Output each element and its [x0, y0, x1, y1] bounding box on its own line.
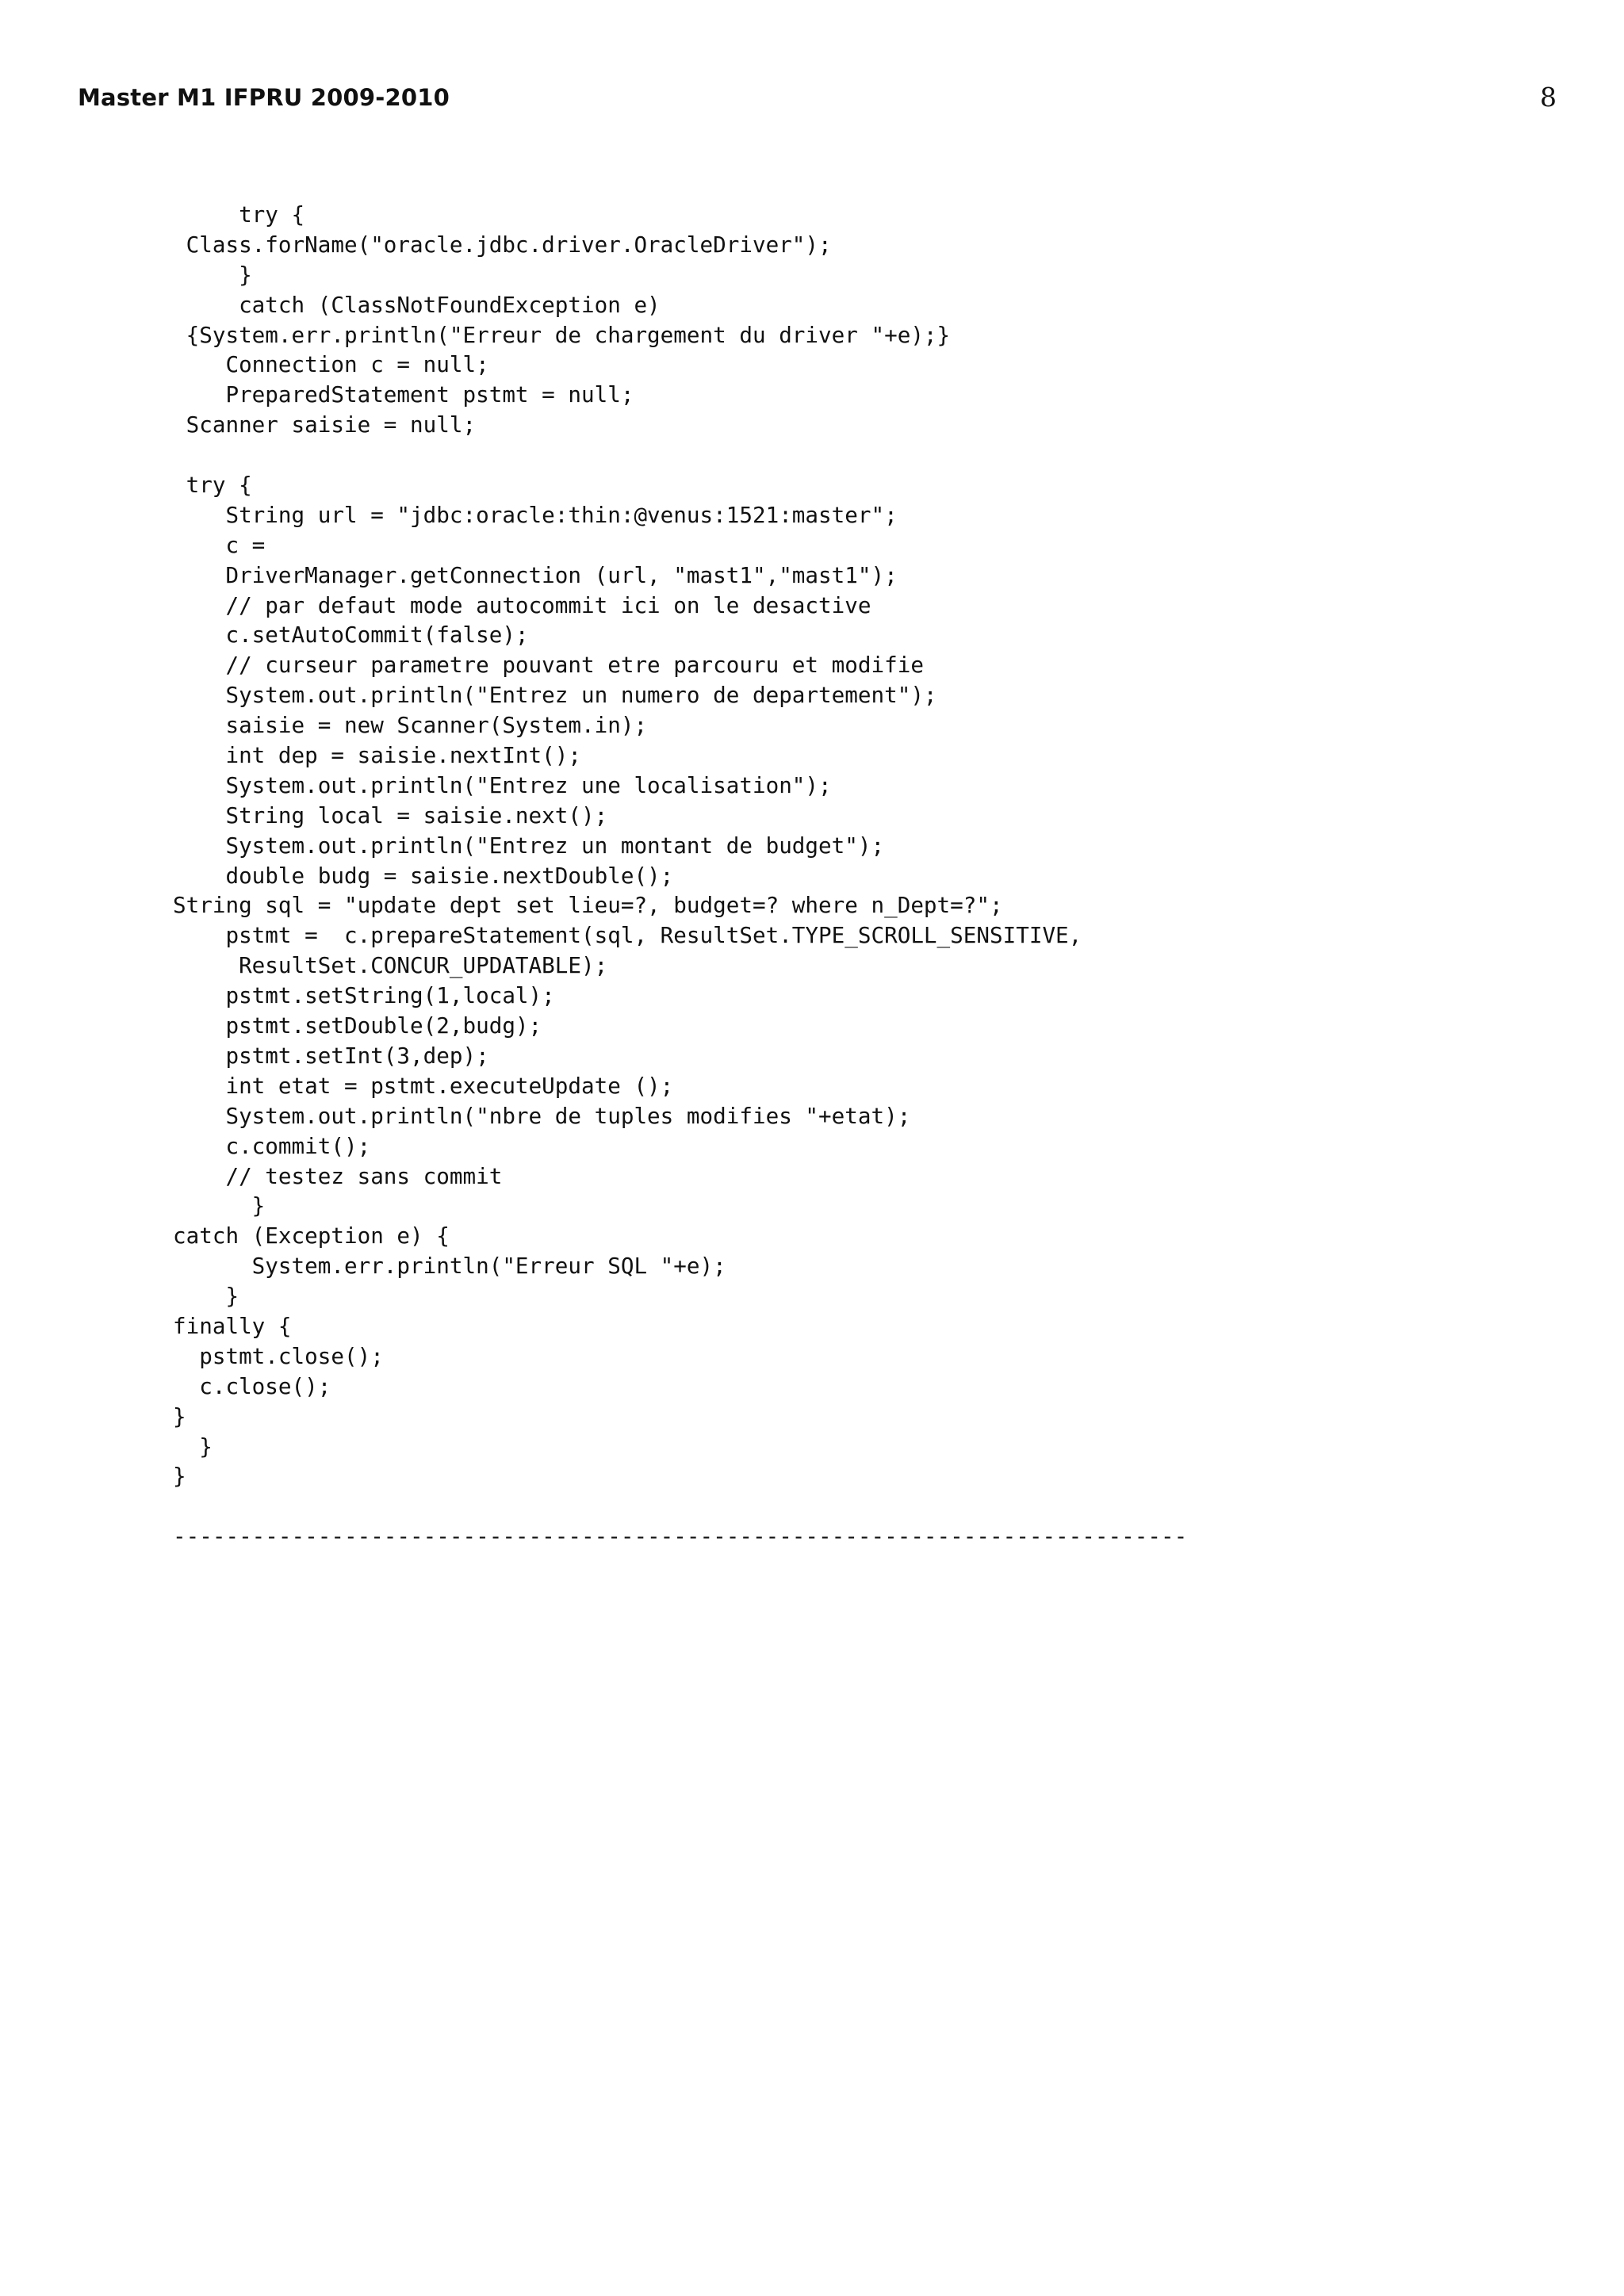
- code-line: }: [173, 1283, 239, 1310]
- code-line: }: [173, 1463, 186, 1490]
- code-line: PreparedStatement pstmt = null;: [173, 381, 634, 408]
- code-line: System.out.println("Entrez un numero de departement");: [173, 682, 937, 709]
- code-line: int dep = saisie.nextInt();: [173, 742, 581, 769]
- running-header-title: Master M1 IFPRU 2009-2010: [78, 84, 450, 111]
- code-line: String sql = "update dept set lieu=?, budget=? where n_Dept=?";: [173, 892, 1003, 919]
- code-line: }: [173, 1402, 186, 1429]
- code-line: c.commit();: [173, 1132, 371, 1159]
- code-blank-line: [173, 1491, 1187, 1521]
- code-line: String local = saisie.next();: [173, 802, 608, 828]
- code-line: }: [173, 1192, 266, 1219]
- code-blank-line: [173, 440, 1187, 470]
- code-comment-line: // par defaut mode autocommit ici on le desactive: [173, 591, 871, 618]
- code-listing: [173, 200, 1187, 1552]
- code-line: System.out.println("Entrez un montant de budget");: [173, 832, 885, 859]
- code-comment-line: // testez sans commit: [173, 1162, 503, 1189]
- code-line: pstmt.setString(1,local);: [173, 982, 555, 1009]
- separator-line: -----------------------------------------------------------------------------: [173, 1523, 1188, 1550]
- code-line: {System.err.println("Erreur de chargement du driver "+e);}: [173, 321, 951, 348]
- code-line: double budg = saisie.nextDouble();: [173, 862, 674, 889]
- code-line: c.close();: [173, 1372, 331, 1399]
- code-line: catch (ClassNotFoundException e): [173, 291, 661, 318]
- code-line: Class.forName("oracle.jdbc.driver.OracleDriver");: [173, 231, 832, 258]
- code-line: try {: [173, 201, 305, 228]
- code-line: int etat = pstmt.executeUpdate ();: [173, 1072, 674, 1099]
- code-line: String url = "jdbc:oracle:thin:@venus:1521:master";: [173, 501, 898, 528]
- code-line: pstmt.close();: [173, 1342, 384, 1369]
- code-line: DriverManager.getConnection (url, "mast1","mast1");: [173, 561, 898, 588]
- code-line: c.setAutoCommit(false);: [173, 622, 529, 649]
- code-line: c =: [173, 531, 266, 558]
- code-line: Scanner saisie = null;: [173, 411, 477, 438]
- code-line: }: [173, 261, 252, 288]
- code-comment-line: // curseur parametre pouvant etre parcouru et modifie: [173, 652, 924, 679]
- code-line: catch (Exception e) {: [173, 1223, 450, 1249]
- code-line: ResultSet.CONCUR_UPDATABLE);: [173, 952, 608, 979]
- code-line: pstmt.setInt(3,dep);: [173, 1042, 489, 1069]
- code-line: Connection c = null;: [173, 351, 489, 378]
- code-line: pstmt.setDouble(2,budg);: [173, 1012, 542, 1039]
- code-line: System.out.println("Entrez une localisation");: [173, 771, 832, 798]
- code-line: System.out.println("nbre de tuples modifies "+etat);: [173, 1102, 911, 1129]
- code-line: finally {: [173, 1312, 292, 1339]
- page-number: 8: [1540, 82, 1557, 113]
- code-line: try {: [173, 472, 252, 499]
- code-line: System.err.println("Erreur SQL "+e);: [173, 1253, 726, 1280]
- code-line: }: [173, 1433, 213, 1460]
- code-line: saisie = new Scanner(System.in);: [173, 712, 648, 739]
- code-line: pstmt = c.prepareStatement(sql, ResultSet.TYPE_SCROLL_SENSITIVE,: [173, 922, 1082, 949]
